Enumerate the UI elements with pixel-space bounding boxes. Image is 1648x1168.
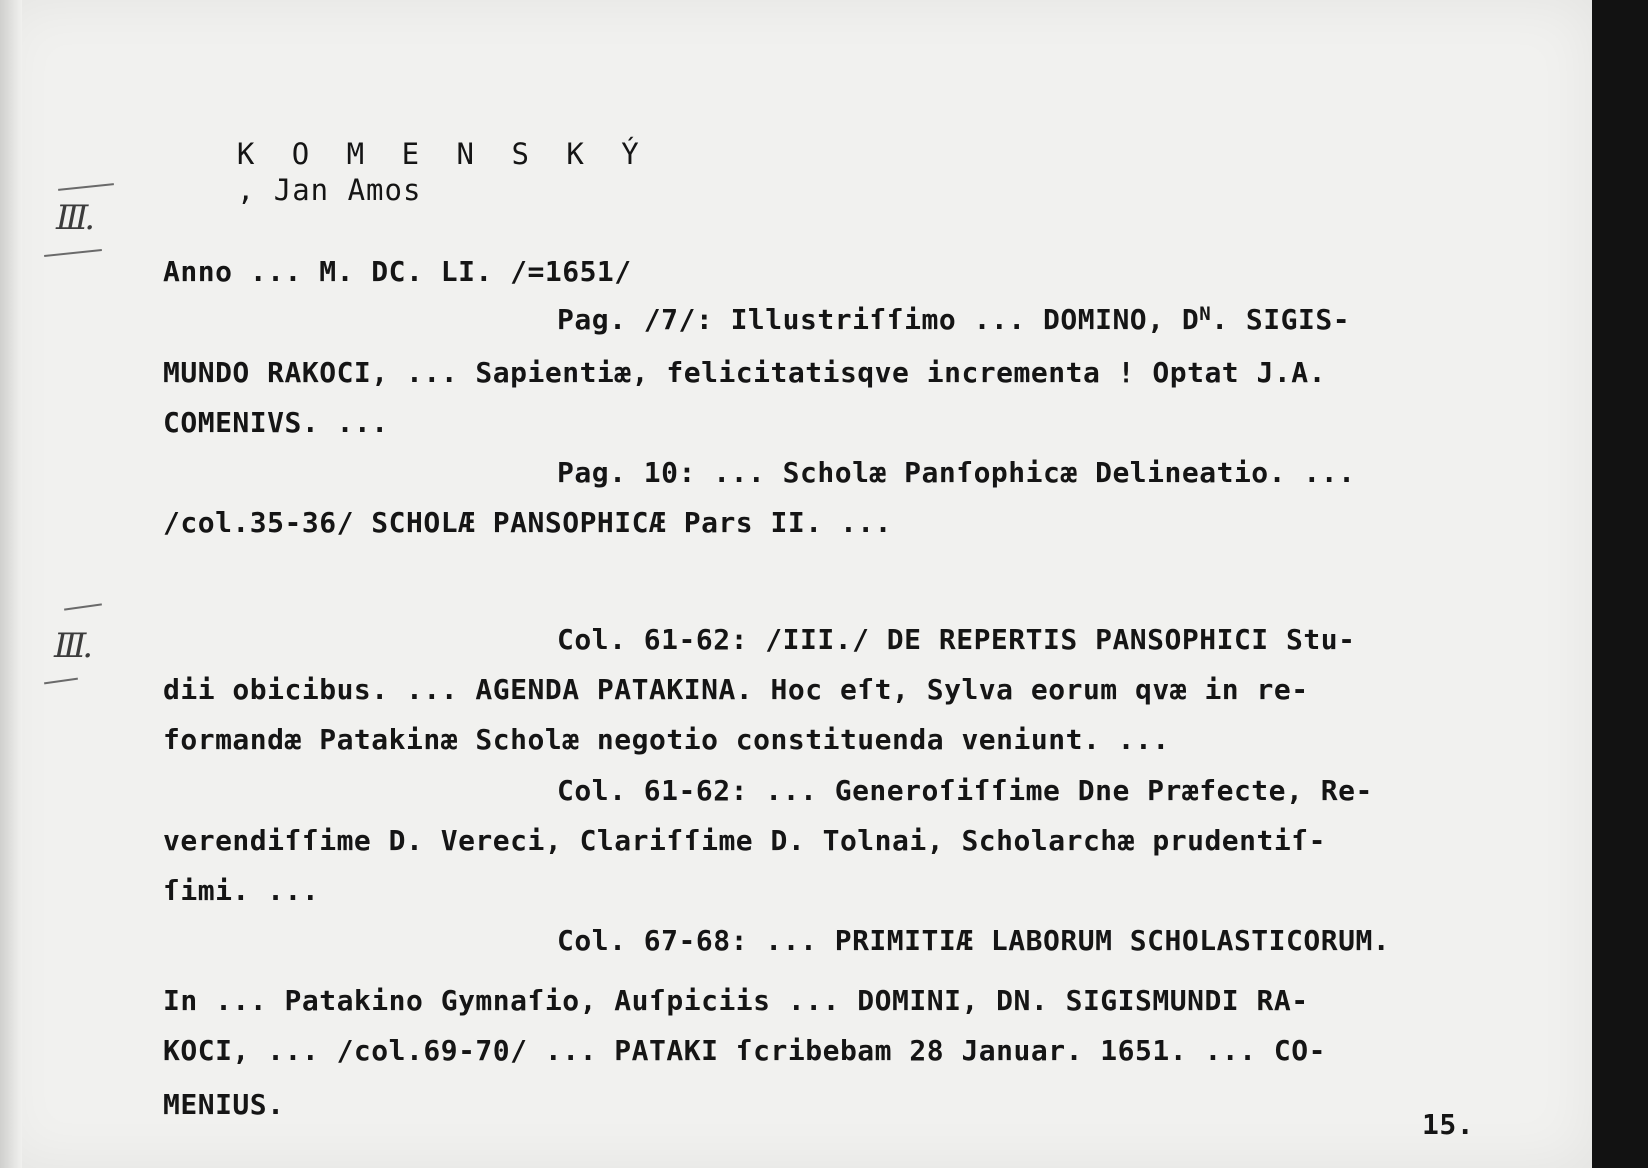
line-simi: ſimi. ... xyxy=(163,874,320,907)
line-menius: MENIUS. xyxy=(163,1088,285,1121)
line-in-patakino: In ... Patakino Gymnaſio, Auſpiciis ... DOMINI, DN. SIGISMUNDI RA- xyxy=(163,984,1309,1017)
margin-stroke xyxy=(58,183,114,191)
margin-stroke xyxy=(44,678,78,685)
line-anno: Anno ... M. DC. LI. /=1651/ xyxy=(163,255,632,288)
heading-surname: K O M E N S K Ý xyxy=(236,137,649,171)
line-dii: dii obicibus. ... AGENDA PATAKINA. Hoc eſt, Sylva eorum qvæ in re- xyxy=(163,673,1309,706)
page-number: 15. xyxy=(1422,1108,1475,1141)
card-heading xyxy=(163,100,649,244)
line-pag7-superscript: N xyxy=(1199,303,1212,325)
margin-stroke xyxy=(44,249,102,257)
line-mundo: MUNDO RAKOCI, ... Sapientiæ, felicitatisqve incrementa ! Optat J.A. xyxy=(163,356,1326,389)
card-left-shadow xyxy=(0,0,22,1168)
line-verendissime: verendiſſime D. Vereci, Clariſſime D. Tolnai, Scholarchæ prudentiſ- xyxy=(163,824,1326,857)
line-koci: KOCI, ... /col.69-70/ ... PATAKI ſcribebam 28 Januar. 1651. ... CO- xyxy=(163,1034,1326,1067)
margin-stroke xyxy=(64,603,102,610)
line-col61-b: Col. 61-62: ... Generoſiſſime Dne Præfecte, Re- xyxy=(557,774,1373,807)
line-col61-a: Col. 61-62: /III./ DE REPERTIS PANSOPHICI Stu- xyxy=(557,623,1356,656)
line-formandae: formandæ Patakinæ Scholæ negotio constituenda veniunt. ... xyxy=(163,723,1170,756)
heading-given-names: , Jan Amos xyxy=(236,173,422,207)
line-comenius: COMENIVS. ... xyxy=(163,406,389,439)
line-pag7-text: Pag. /7/: Illustriſſimo ... DOMINO, D xyxy=(557,303,1200,336)
margin-note-2: III. xyxy=(54,626,90,666)
line-pag7 xyxy=(557,302,1350,338)
line-col67: Col. 67-68: ... PRIMITIÆ LABORUM SCHOLASTICORUM. xyxy=(557,924,1391,957)
line-pag10: Pag. 10: ... Scholæ Panſophicæ Delineatio. ... xyxy=(557,456,1356,489)
scan-background-edge xyxy=(1592,0,1648,1168)
margin-note-1: III. xyxy=(56,198,92,238)
line-pag7-text-end: . SIGIS- xyxy=(1211,303,1351,336)
line-col35: /col.35-36/ SCHOLÆ PANSOPHICÆ Pars II. ... xyxy=(163,506,893,539)
